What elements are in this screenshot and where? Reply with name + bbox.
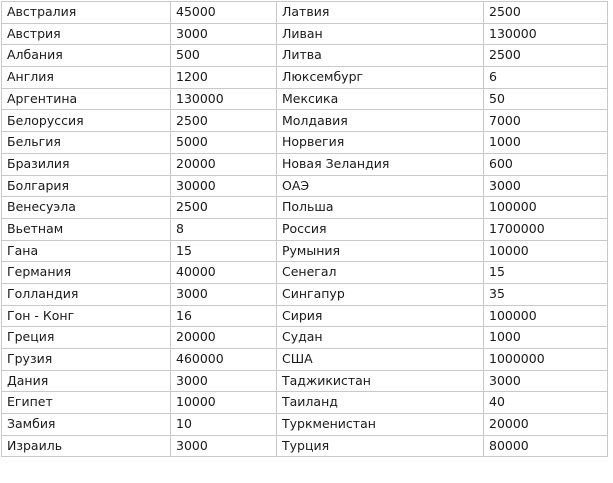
country-name-cell: Норвегия — [277, 132, 484, 154]
table-row — [2, 349, 608, 371]
value-cell: 30000 — [171, 175, 277, 197]
value-cell: 3000 — [171, 23, 277, 45]
country-name-cell: Сирия — [277, 305, 484, 327]
value-cell: 1200 — [171, 67, 277, 89]
value-cell: 80000 — [484, 435, 608, 457]
value-cell: 15 — [484, 262, 608, 284]
country-table — [1, 1, 608, 457]
country-name-cell: Мексика — [277, 88, 484, 110]
value-cell: 460000 — [171, 349, 277, 371]
value-cell: 20000 — [484, 414, 608, 436]
country-name-cell: Египет — [2, 392, 171, 414]
value-cell: 6 — [484, 67, 608, 89]
value-cell: 2500 — [171, 197, 277, 219]
table-row — [2, 153, 608, 175]
country-name-cell: Замбия — [2, 414, 171, 436]
value-cell: 3000 — [171, 283, 277, 305]
table-row — [2, 132, 608, 154]
value-cell: 100000 — [484, 197, 608, 219]
table-body — [2, 2, 608, 457]
table-row — [2, 240, 608, 262]
country-name-cell: Гон - Конг — [2, 305, 171, 327]
country-name-cell: Австралия — [2, 2, 171, 24]
value-cell: 2500 — [484, 45, 608, 67]
value-cell: 35 — [484, 283, 608, 305]
country-name-cell: Дания — [2, 370, 171, 392]
value-cell: 7000 — [484, 110, 608, 132]
value-cell: 3000 — [171, 370, 277, 392]
country-name-cell: Белоруссия — [2, 110, 171, 132]
table-row — [2, 45, 608, 67]
table-row — [2, 110, 608, 132]
value-cell: 130000 — [484, 23, 608, 45]
country-name-cell: Таиланд — [277, 392, 484, 414]
country-name-cell: Латвия — [277, 2, 484, 24]
value-cell: 10 — [171, 414, 277, 436]
value-cell: 3000 — [484, 175, 608, 197]
value-cell: 600 — [484, 153, 608, 175]
value-cell: 20000 — [171, 153, 277, 175]
table-row — [2, 283, 608, 305]
country-name-cell: Германия — [2, 262, 171, 284]
country-name-cell: Румыния — [277, 240, 484, 262]
value-cell: 10000 — [484, 240, 608, 262]
table-row — [2, 2, 608, 24]
country-name-cell: Судан — [277, 327, 484, 349]
table-row — [2, 218, 608, 240]
country-name-cell: США — [277, 349, 484, 371]
value-cell: 3000 — [484, 370, 608, 392]
country-name-cell: Туркменистан — [277, 414, 484, 436]
value-cell: 100000 — [484, 305, 608, 327]
value-cell: 45000 — [171, 2, 277, 24]
table-row — [2, 327, 608, 349]
value-cell: 5000 — [171, 132, 277, 154]
value-cell: 1000000 — [484, 349, 608, 371]
value-cell: 1700000 — [484, 218, 608, 240]
table-row — [2, 88, 608, 110]
country-name-cell: Бельгия — [2, 132, 171, 154]
country-name-cell: Болгария — [2, 175, 171, 197]
country-name-cell: Вьетнам — [2, 218, 171, 240]
table-row — [2, 262, 608, 284]
country-name-cell: ОАЭ — [277, 175, 484, 197]
country-name-cell: Молдавия — [277, 110, 484, 132]
value-cell: 40000 — [171, 262, 277, 284]
table-row — [2, 23, 608, 45]
country-name-cell: Албания — [2, 45, 171, 67]
table-row — [2, 414, 608, 436]
country-name-cell: Литва — [277, 45, 484, 67]
table-row — [2, 67, 608, 89]
table-row — [2, 305, 608, 327]
country-name-cell: Ливан — [277, 23, 484, 45]
value-cell: 20000 — [171, 327, 277, 349]
value-cell: 10000 — [171, 392, 277, 414]
value-cell: 16 — [171, 305, 277, 327]
value-cell: 40 — [484, 392, 608, 414]
country-name-cell: Израиль — [2, 435, 171, 457]
country-name-cell: Венесуэла — [2, 197, 171, 219]
value-cell: 1000 — [484, 327, 608, 349]
country-name-cell: Грузия — [2, 349, 171, 371]
table-row — [2, 435, 608, 457]
value-cell: 50 — [484, 88, 608, 110]
value-cell: 500 — [171, 45, 277, 67]
country-name-cell: Люксембург — [277, 67, 484, 89]
table-row — [2, 175, 608, 197]
country-name-cell: Сенегал — [277, 262, 484, 284]
country-name-cell: Польша — [277, 197, 484, 219]
country-name-cell: Аргентина — [2, 88, 171, 110]
value-cell: 130000 — [171, 88, 277, 110]
value-cell: 15 — [171, 240, 277, 262]
country-name-cell: Таджикистан — [277, 370, 484, 392]
value-cell: 2500 — [171, 110, 277, 132]
country-name-cell: Новая Зеландия — [277, 153, 484, 175]
country-name-cell: Бразилия — [2, 153, 171, 175]
value-cell: 3000 — [171, 435, 277, 457]
value-cell: 2500 — [484, 2, 608, 24]
country-name-cell: Гана — [2, 240, 171, 262]
country-name-cell: Турция — [277, 435, 484, 457]
country-name-cell: Австрия — [2, 23, 171, 45]
value-cell: 1000 — [484, 132, 608, 154]
table-row — [2, 370, 608, 392]
country-name-cell: Сингапур — [277, 283, 484, 305]
country-name-cell: Россия — [277, 218, 484, 240]
country-name-cell: Голландия — [2, 283, 171, 305]
value-cell: 8 — [171, 218, 277, 240]
table-row — [2, 197, 608, 219]
table-row — [2, 392, 608, 414]
country-name-cell: Англия — [2, 67, 171, 89]
country-name-cell: Греция — [2, 327, 171, 349]
